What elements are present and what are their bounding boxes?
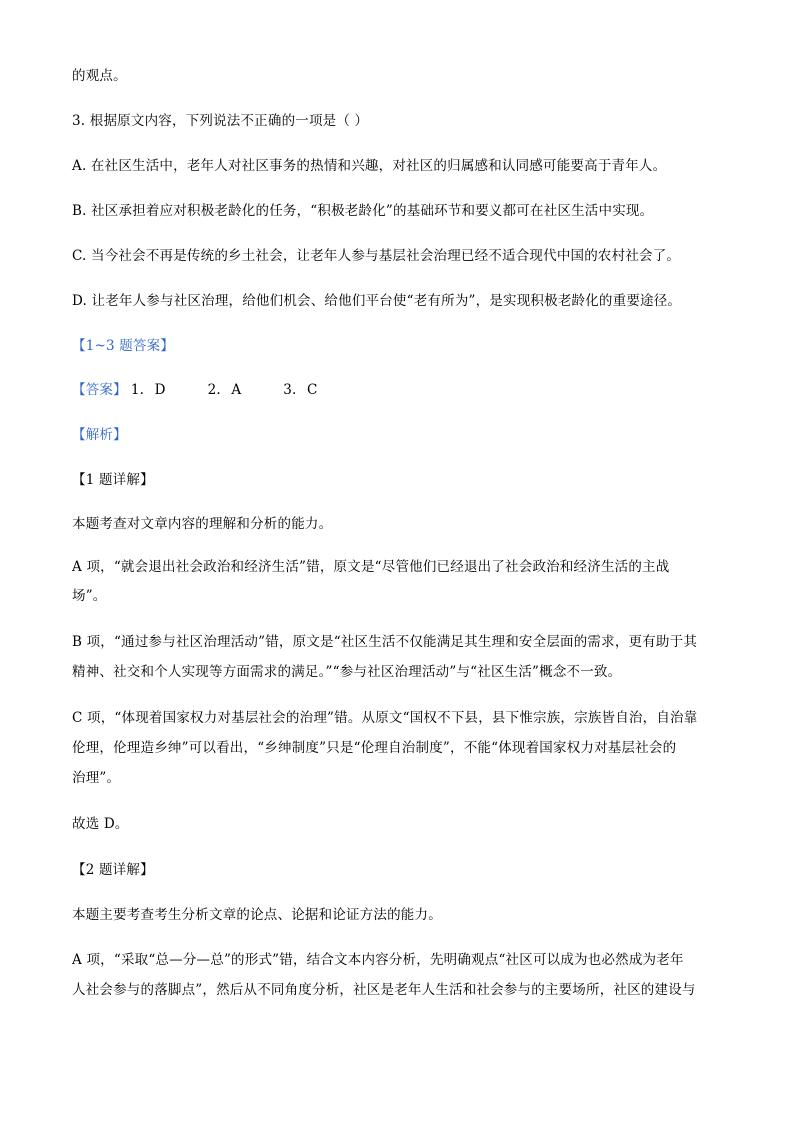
q2-header: 【2 题详解】: [72, 862, 154, 878]
q1-a-line-1: A 项，“就会退出社会政治和经济生活”错，原文是“尽管他们已经退出了社会政治和经济生活的主战: [72, 559, 670, 575]
question-3-option-a: A. 在社区生活中，老年人对社区事务的热情和兴趣，对社区的归属感和认同感可能要高于青年人。: [72, 158, 667, 174]
q1-c-line-2: 伦理，伦理造乡绅”可以看出，“乡绅制度”只是“伦理自治制度”，不能“体现着国家权力对基层社会的: [72, 740, 677, 756]
q2-a-line-1: A 项，“采取“总—分—总”的形式”错，结合文本内容分析，先明确观点“社区可以成为也必然成为老年: [72, 952, 684, 968]
question-3-option-d: D. 让老年人参与社区治理，给他们机会、给他们平台使“老有所为”，是实现积极老龄化的重要途径。: [72, 293, 682, 309]
question-3-stem: 3. 根据原文内容，下列说法不正确的一项是（ ）: [72, 113, 369, 129]
q1-c-line-3: 治理”。: [72, 770, 121, 786]
q1-c-line-1: C 项，“体现着国家权力对基层社会的治理”错。从原文“国权不下县，县下惟宗族，宗族皆自治，自治靠: [72, 710, 698, 726]
answer-label: 【答案】: [72, 382, 127, 398]
question-3-option-b: B. 社区承担着应对积极老龄化的任务，“积极老龄化”的基础环节和要义都可在社区生活中实现。: [72, 203, 654, 219]
q1-b-line-1: B 项，“通过参与社区治理活动”错，原文是“社区生活不仅能满足其生理和安全层面的需求，更有助于其: [72, 634, 698, 650]
continuation-line: 的观点。: [72, 68, 127, 84]
question-3-option-c: C. 当今社会不再是传统的乡土社会，让老年人参与基层社会治理已经不适合现代中国的农村社会了。: [72, 248, 681, 264]
q1-intro: 本题考查对文章内容的理解和分析的能力。: [72, 516, 333, 532]
answer-values: 1. D 2. A 3. C: [130, 382, 318, 398]
answer-header: 【1~3 题答案】: [72, 338, 175, 354]
q1-header: 【1 题详解】: [72, 472, 154, 488]
q1-a-line-2: 场”。: [72, 588, 107, 604]
q2-a-line-2: 人社会参与的落脚点”，然后从不同角度分析，社区是老年人生活和社会参与的主要场所，社区的建设与: [72, 982, 696, 998]
q1-b-line-2: 精神、社交和个人实现等方面需求的满足。”“参与社区治理活动”与“社区生活”概念不一致。: [72, 664, 622, 680]
q1-conclusion: 故选 D。: [72, 816, 129, 832]
q2-intro: 本题主要考查考生分析文章的论点、论据和论证方法的能力。: [72, 907, 442, 923]
analysis-header: 【解析】: [72, 427, 127, 443]
answer-line: [72, 380, 732, 400]
